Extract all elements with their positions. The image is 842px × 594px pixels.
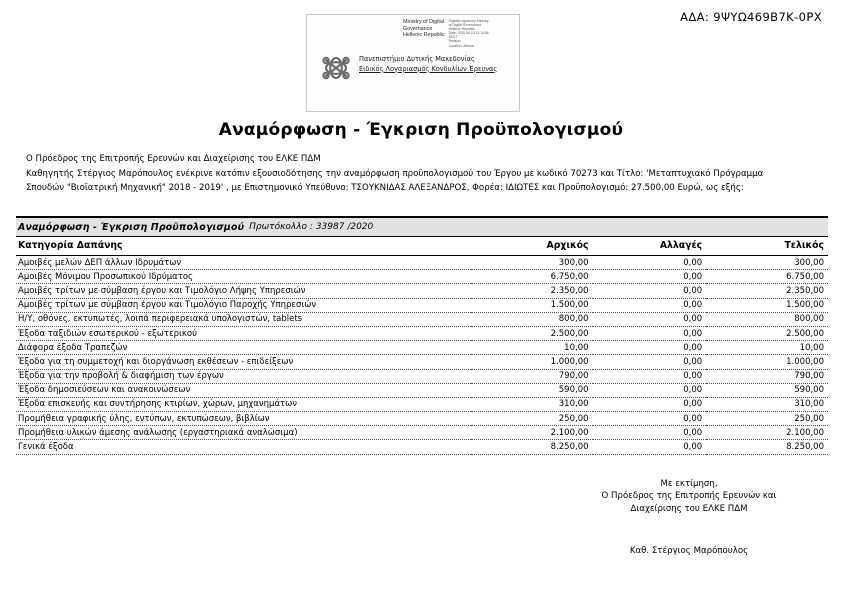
signature-detail-line-1: Digitally signed by Ministry xyxy=(448,19,489,23)
cell-final: 2.100,00 xyxy=(706,426,828,440)
cell-changes: 0,00 xyxy=(593,355,707,369)
cell-initial: 6.750,00 xyxy=(471,270,593,284)
cell-final: 790,00 xyxy=(706,369,828,383)
page-title: Αναμόρφωση - Έγκριση Προϋπολογισμού xyxy=(218,120,624,140)
cell-category: Έξοδα ταξιδιών εσωτερικού - εξωτερικού xyxy=(16,326,471,340)
cell-category: Διάφορα έξοδα Τραπεζών xyxy=(16,341,471,355)
cell-category: Αμοιβές μελών ΔΕΠ άλλων Ιδρυμάτων xyxy=(16,256,471,270)
signature-detail-line-3: Hellenic Republic xyxy=(448,27,475,32)
organization-name: Πανεπιστήμιο Δυτικής Μακεδονίας xyxy=(359,55,475,63)
table-row xyxy=(16,270,828,284)
closing-line-1: Με εκτίμηση, xyxy=(660,479,718,489)
cell-category: Έξοδα για τη συμμετοχή και διοργάνωση εκθέσεων - επιδείξεων xyxy=(16,355,471,369)
cell-initial: 250,00 xyxy=(471,412,593,426)
table-row xyxy=(16,369,828,383)
cell-changes: 0,00 xyxy=(593,440,707,454)
closing-line-3: Διαχείρισης του ΕΛΚΕ ΠΔΜ xyxy=(630,503,748,514)
cell-final: 8.250,00 xyxy=(706,440,828,454)
cell-initial: 2.500,00 xyxy=(471,326,593,340)
cell-final: 2.350,00 xyxy=(706,284,828,298)
signature-detail-line-6: Reason: xyxy=(448,39,462,44)
signature-detail xyxy=(449,19,489,48)
ministry-line-2: Governance xyxy=(403,25,433,32)
cell-changes: 0,00 xyxy=(593,284,707,298)
cell-final: 2.500,00 xyxy=(706,326,828,340)
department-name: Ειδικός Λογαριασμός Κονδυλίων Έρευνας xyxy=(359,64,498,73)
budget-table-body xyxy=(16,256,828,455)
cell-category: Αμοιβές τρίτων με σύμβαση έργου και Τιμολόγιο Παροχής Υπηρεσιών xyxy=(16,298,471,312)
closing-line-2: Ο Πρόεδρος της Επιτροπής Ερευνών και xyxy=(601,491,777,502)
table-row xyxy=(16,284,828,298)
cell-final: 300,00 xyxy=(706,256,828,270)
table-row xyxy=(16,412,828,426)
ada-code: ΑΔΑ: 9ΨΥΩ469Β7Κ-0ΡΧ xyxy=(680,10,822,24)
cell-changes: 0,00 xyxy=(593,426,707,440)
table-row xyxy=(16,298,828,312)
table-row xyxy=(16,426,828,440)
cell-category: Προμήθεια γραφικής ύλης, εντύπων, εκτυπώσεων, βιβλίων xyxy=(16,412,471,426)
cell-category: Προμήθεια υλικών άμεσης ανάλωσης (εργαστηριακά αναλώσιμα) xyxy=(16,426,471,440)
section-title: Αναμόρφωση - Έγκριση Προϋπολογισμού xyxy=(18,221,245,233)
column-header-category: Κατηγορία Δαπάνης xyxy=(16,237,471,256)
signature-detail-line-5: EEST xyxy=(448,35,458,40)
budget-table xyxy=(16,237,828,455)
table-row xyxy=(16,326,828,340)
cell-initial: 10,00 xyxy=(471,341,593,355)
cell-changes: 0,00 xyxy=(593,341,707,355)
cell-final: 10,00 xyxy=(706,341,828,355)
column-header-changes: Αλλαγές xyxy=(593,237,707,256)
cell-category: Αμοιβές Μόνιμου Προσωπικού Ιδρύματος xyxy=(16,270,471,284)
organization-block xyxy=(359,55,497,74)
cell-changes: 0,00 xyxy=(593,326,707,340)
closing-block xyxy=(560,478,818,558)
cell-initial: 590,00 xyxy=(471,383,593,397)
digital-signature-stamp xyxy=(306,14,520,112)
table-header-row xyxy=(16,237,828,256)
intro-line-1: Ο Πρόεδρος της Επιτροπής Ερευνών και Διαχείρισης του ΕΛΚΕ ΠΔΜ xyxy=(26,154,321,164)
cell-initial: 1.500,00 xyxy=(471,298,593,312)
signature-detail-line-2: of Digital Governance, xyxy=(448,23,483,28)
cell-category: Γενικά έξοδα xyxy=(16,440,471,454)
cell-category: Έξοδα για την προβολή & διαφήμιση των έργων xyxy=(16,369,471,383)
cell-initial: 790,00 xyxy=(471,369,593,383)
cell-category: Έξοδα επισκευής και συντήρησης κτιρίων, χώρων, μηχανημάτων xyxy=(16,397,471,411)
table-row xyxy=(16,312,828,326)
cell-final: 800,00 xyxy=(706,312,828,326)
signature-detail-line-4: Date: 2020.06.10 11:14:56 xyxy=(448,31,489,36)
table-row xyxy=(16,341,828,355)
ministry-name xyxy=(403,19,445,39)
cell-initial: 800,00 xyxy=(471,312,593,326)
cell-category: Η/Υ, οθόνες, εκτυπωτές, λοιπά περιφερειακά υπολογιστών, tablets xyxy=(16,312,471,326)
cell-final: 250,00 xyxy=(706,412,828,426)
cell-initial: 310,00 xyxy=(471,397,593,411)
cell-changes: 0,00 xyxy=(593,412,707,426)
cell-changes: 0,00 xyxy=(593,312,707,326)
cell-final: 6.750,00 xyxy=(706,270,828,284)
cell-changes: 0,00 xyxy=(593,383,707,397)
ministry-line-1: Ministry of Digital xyxy=(403,19,445,25)
signature-detail-line-7: Location: Athens xyxy=(448,43,474,48)
protocol-number: Πρωτόκολλο : 33987 /2020 xyxy=(249,222,374,232)
table-row xyxy=(16,383,828,397)
cell-changes: 0,00 xyxy=(593,397,707,411)
cell-initial: 2.100,00 xyxy=(471,426,593,440)
intro-paragraph xyxy=(26,152,818,196)
cell-initial: 300,00 xyxy=(471,256,593,270)
ministry-line-3: Hellenic Republic xyxy=(403,32,445,39)
cell-final: 590,00 xyxy=(706,383,828,397)
cell-changes: 0,00 xyxy=(593,256,707,270)
cell-changes: 0,00 xyxy=(593,369,707,383)
cell-final: 310,00 xyxy=(706,397,828,411)
cell-changes: 0,00 xyxy=(593,270,707,284)
cell-final: 1.000,00 xyxy=(706,355,828,369)
cell-initial: 2.350,00 xyxy=(471,284,593,298)
table-row xyxy=(16,397,828,411)
table-row xyxy=(16,256,828,270)
cell-final: 1.500,00 xyxy=(706,298,828,312)
table-row xyxy=(16,355,828,369)
budget-table-block xyxy=(16,216,828,455)
cell-initial: 8.250,00 xyxy=(471,440,593,454)
table-section-header xyxy=(16,218,828,237)
column-header-final: Τελικός xyxy=(706,237,828,256)
cell-initial: 1.000,00 xyxy=(471,355,593,369)
cell-changes: 0,00 xyxy=(593,298,707,312)
knot-emblem-icon xyxy=(319,53,353,83)
signer-name: Καθ. Στέργιος Μαρόπουλος xyxy=(629,546,749,557)
cell-category: Αμοιβές τρίτων με σύμβαση έργου και Τιμολόγιο Λήψης Υπηρεσιών xyxy=(16,284,471,298)
cell-category: Έξοδα δημοσιεύσεων και ανακοινώσεων xyxy=(16,383,471,397)
intro-line-3: Σπουδών "Βιοϊατρική Μηχανική" 2018 - 2019' , με Επιστημονικό Υπεύθυνο: ΤΣΟΥΚΝΙΔΑΣ ΑΛΕΞΑΝΔΡΟΣ, Φορέα: ΙΔΙΩΤΕΣ και Προϋπολογισμό: 27.500,00 Ευρώ, ως εξής: xyxy=(26,183,744,194)
signature-text-group xyxy=(403,19,489,48)
column-header-initial: Αρχικός xyxy=(471,237,593,256)
intro-line-2: Καθηγητής Στέργιος Μαρόπουλος ενέκρινε κατόπιν εξουσιοδότησης την αναμόρφωση προϋπολογισμού του Έργου με κωδικό 70273 και Τίτλο: 'Μεταπτυχιακό Πρόγραμμα xyxy=(26,168,764,179)
table-row xyxy=(16,440,828,454)
